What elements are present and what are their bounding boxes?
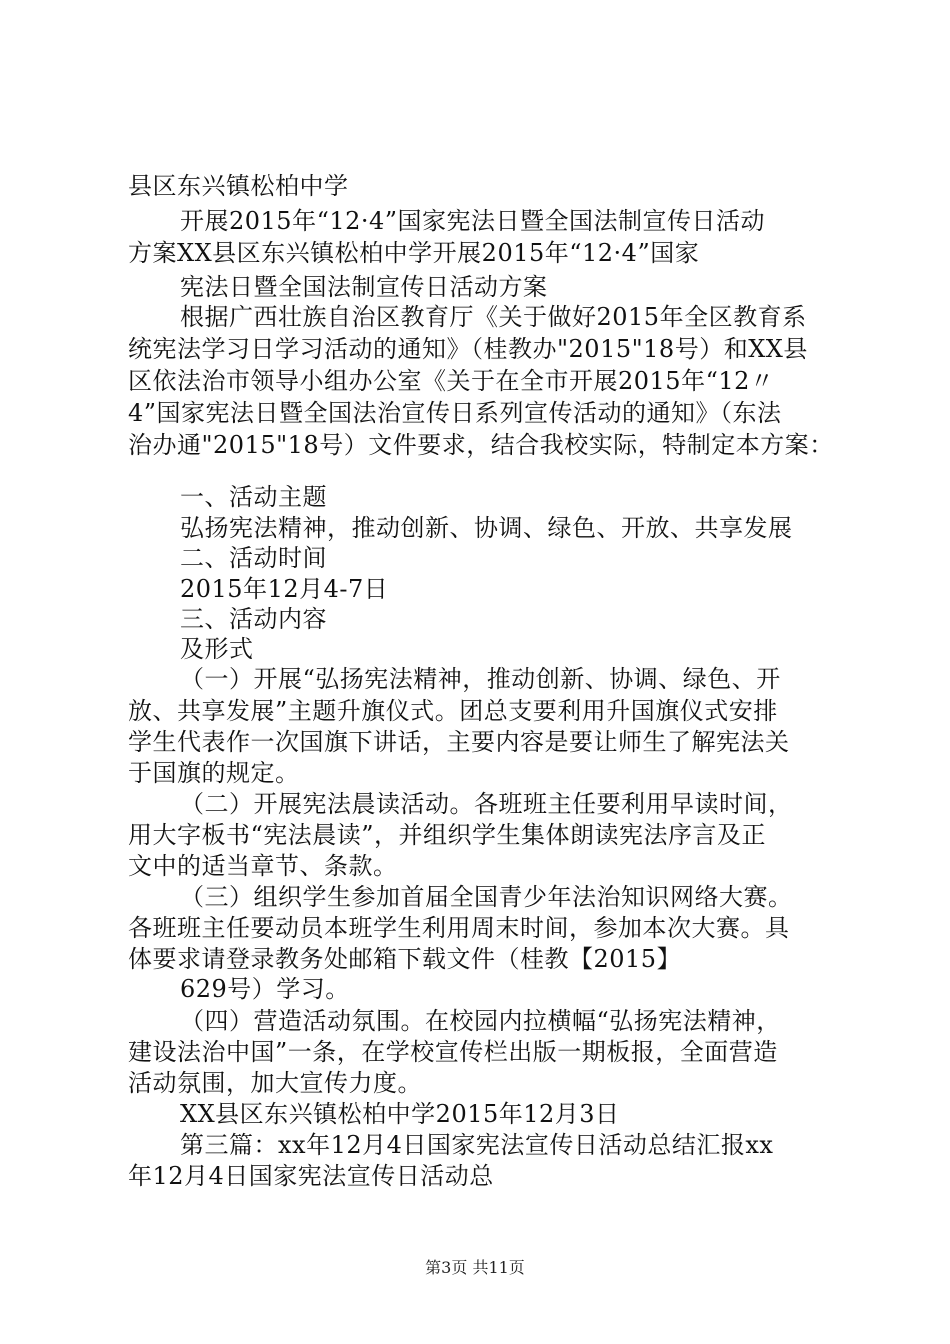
text-line: 建设法治中国”一条，在学校宣传栏出版一期板报，全面营造 [128, 1038, 778, 1066]
section-heading: 三、活动内容 [180, 605, 327, 633]
text-line: （四）营造活动氛围。在校园内拉横幅“弘扬宪法精神， [180, 1007, 781, 1035]
text-line: 方案XX县区东兴镇松柏中学开展2015年“12·4”国家 [128, 239, 700, 267]
text-line: 体要求请登录教务处邮箱下载文件（桂教【2015】 [128, 945, 682, 973]
text-line: 2015年12月4-7日 [180, 575, 389, 603]
text-line: 第三篇：xx年12月4日国家宪法宣传日活动总结汇报xx [180, 1131, 774, 1159]
text-line: （二）开展宪法晨读活动。各班班主任要利用早读时间， [180, 790, 793, 818]
text-line: 统宪法学习日学习活动的通知》（桂教办"2015"18号）和XX县 [128, 335, 808, 363]
text-line: 根据广西壮族自治区教育厅《关于做好2015年全区教育系 [180, 303, 807, 331]
text-line: 区依法治市领导小组办公室《关于在全市开展2015年“12〃 [128, 367, 775, 395]
text-line: 县区东兴镇松柏中学 [128, 172, 349, 200]
text-line: 放、共享发展”主题升旗仪式。团总支要利用升国旗仪式安排 [128, 697, 778, 725]
text-line: 各班班主任要动员本班学生利用周末时间，参加本次大赛。具 [128, 914, 790, 942]
text-line: （一）开展“弘扬宪法精神，推动创新、协调、绿色、开 [180, 665, 781, 693]
text-line: 4”国家宪法日暨全国法治宣传日系列宣传活动的通知》（东法 [128, 399, 782, 427]
text-line: 629号）学习。 [180, 975, 350, 1003]
text-line: （三）组织学生参加首届全国青少年法治知识网络大赛。 [180, 883, 793, 911]
text-line: 于国旗的规定。 [128, 759, 300, 787]
signature-line: XX县区东兴镇松柏中学2015年12月3日 [180, 1100, 620, 1128]
text-line: 活动氛围，加大宣传力度。 [128, 1069, 422, 1097]
section-heading: 一、活动主题 [180, 483, 327, 511]
text-line: 文中的适当章节、条款。 [128, 852, 398, 880]
text-line: 开展2015年“12·4”国家宪法日暨全国法制宣传日活动 [180, 207, 766, 235]
text-line: 年12月4日国家宪法宣传日活动总 [128, 1162, 494, 1190]
section-heading: 二、活动时间 [180, 544, 327, 572]
text-line: 宪法日暨全国法制宣传日活动方案 [180, 273, 548, 301]
text-line: 弘扬宪法精神，推动创新、协调、绿色、开放、共享发展 [180, 514, 793, 542]
text-line: 治办通"2015"18号）文件要求，结合我校实际，特制定本方案： [128, 431, 834, 459]
text-line: 用大字板书“宪法晨读”，并组织学生集体朗读宪法序言及正 [128, 821, 767, 849]
page-number: 第3页 共11页 [425, 1258, 525, 1277]
text-line: 学生代表作一次国旗下讲话，主要内容是要让师生了解宪法关 [128, 728, 790, 756]
text-line: 及形式 [180, 635, 254, 663]
